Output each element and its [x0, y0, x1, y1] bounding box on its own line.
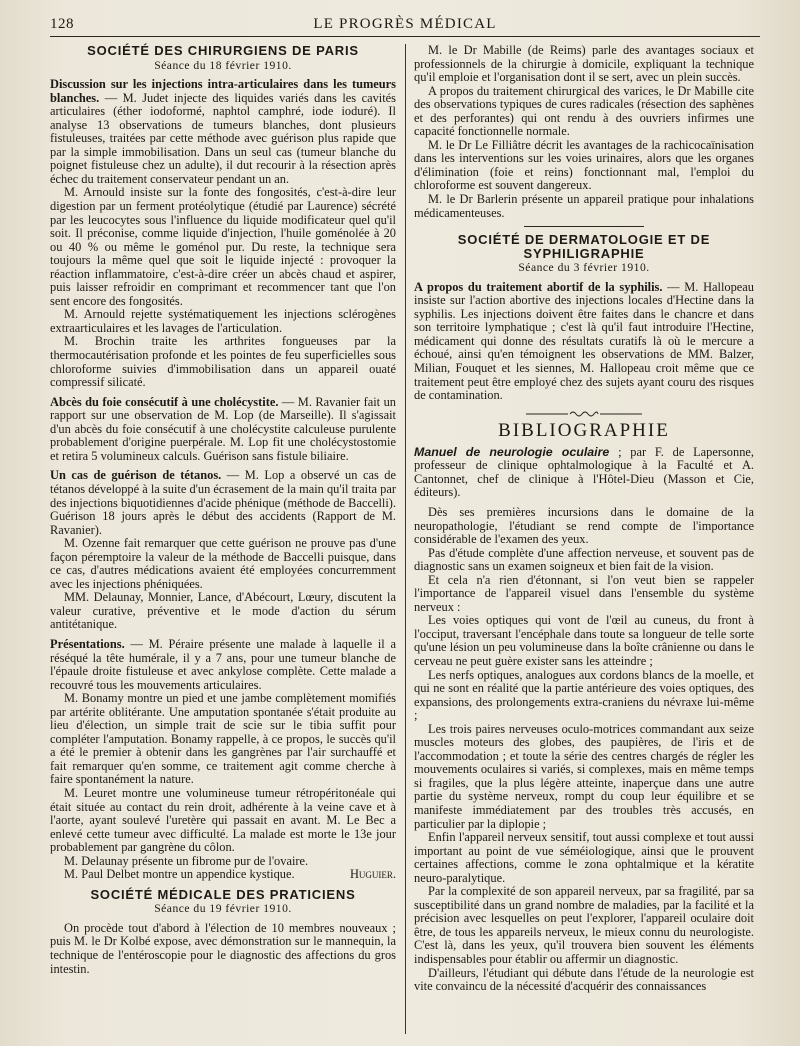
signature: Huguier. — [349, 867, 396, 882]
section-date-chirurgiens: Séance du 18 février 1910. — [154, 58, 292, 72]
paragraph — [50, 78, 396, 186]
paragraph: Les voies optiques qui vont de l'œil au cuneus, du front à l'occiput, traversant l'encéphale dans toute sa longueur de telle sorte qu'une lésion un peu volumineuse dans la boîte crânienne ou dans le cerveau ne peut guère exister sans les atteindre ; — [414, 613, 754, 668]
paragraph: D'ailleurs, l'étudiant qui débute dans l'étude de la neurologie est vite convaincu de la nécessité d'acquérir des connaissances — [414, 965, 754, 994]
page-number: 128 — [50, 16, 74, 32]
paragraph — [50, 868, 396, 882]
paragraph: Pas d'étude complète d'une affection nerveuse, et souvent pas de diagnostic sans un examen soigneux et bien fait de la vision. — [414, 545, 754, 574]
running-head — [50, 14, 760, 37]
journal-title: LE PROGRÈS MÉDICAL — [313, 16, 497, 32]
paragraph: MM. Delaunay, Monnier, Lance, d'Abécourt, Lœury, discutent la valeur curative, préventive et le mode d'action du sérum antitétanique. — [50, 590, 396, 632]
paragraph: M. le Dr Barlerin présente un appareil pratique pour inhalations médicamenteuses. — [414, 192, 754, 220]
column-divider — [405, 44, 406, 1034]
paragraph: M. Leuret montre une volumineuse tumeur rétropéritonéale qui était située au contact du rein droit, adhérente à la veine cave et à l'aorte, ayant soulevé l'uretère qui passait en avant. M. Le Bec a enlevé cette tumeur avec difficulté. La malade est morte le 13e jour probablement par gangrène du côlon. — [50, 785, 396, 855]
paragraph: M. Ozenne fait remarquer que cette guérison ne prouve pas d'une façon péremptoire la valeur de la méthode de Baccelli puisque, dans ce cas, d'autres médications avaient été employées concurremment avec les injections phéniquées. — [50, 536, 396, 591]
paragraph-body: M. Paul Delbet montre un appendice kystique. — [64, 867, 295, 882]
paragraph-body: — M. Péraire présente une malade à laquelle il a réséqué la tête humérale, il y a 7 ans, pour une tumeur blanche de l'épaule droite fistuleuse et avec ankylose complète. Cette malade a recouvré tous les mouvements articulaires. — [50, 636, 396, 692]
paragraph — [50, 469, 396, 537]
paragraph-body: — M. Hallopeau insiste sur l'action abortive des injections locales d'Hectine dans la syphilis. Les injections doivent être faites dans le chancre et dans son territoire lymphatique ; c'est là qu'il faut introduire l'Hectine, médicament qui donne des résultats curatifs là où le mercure a échoué, ainsi qu'en témoignent les observations de MM. Balzer, Milian, Fouquet et les siennes, M. Hallopeau croit même que ce traitement peut être employé chez des sujets ayant couru des risques de contamination. — [414, 279, 755, 403]
paragraph-body: — M. Ravanier fait un rapport sur une observation de M. Lop (de Marseille). Il s'agissait d'un abcès du foie consécutif à une cholécystite calculeuse purulente probablement d'origine puerpérale. M. Lop fit une cholécystostomie et retira 5 volumineux calculs. Guérison sans fistule biliaire. — [50, 394, 396, 463]
paragraph: A propos du traitement chirurgical des varices, le Dr Mabille cite des observations typiques de cures radicales (résection des saphènes et des perforantes) qui ont rendu à des ouvriers infirmes une capacité fonctionnelle normale. — [414, 83, 754, 139]
paragraph-lead: Discussion sur les injections intra-articulaires dans les tumeurs blanches. — [50, 77, 396, 105]
paragraph: M. le Dr Mabille (de Reims) parle des avantages sociaux et professionnels de la chirurgie à domicile, expliquant la technique qu'il emploie et l'organisation dont il se sert, avec un plein succès. — [414, 43, 754, 85]
paragraph-lead: A propos du traitement abortif de la syphilis. — [414, 279, 663, 294]
paragraph: M. Arnould insiste sur la fonte des fongosités, c'est-à-dire leur digestion par un ferment protéolytique (étudié par Laurence) sécrété par les leucocytes sous l'influence du liquide modificateur quel qu'il soit. Il préconise, comme liquide d'injection, l'huile goménolée à 20 ou 40 % ou même le goménol pur. Du reste, la technique sera toujours la même quel que soit le liquide injecté : provoquer la réaction inflammatoire, c'est-à-dire créer un abcès chaud et aspirer, puis laisser refroidir en comprimant et recommencer tant que l'on sent encore des fongosités. — [50, 185, 396, 308]
paragraph-lead: Abcès du foie consécutif à une cholécystite. — [50, 394, 279, 409]
paragraph: Par la complexité de son appareil nerveux, par sa fragilité, par sa susceptibilité dans un grand nombre de maladies, par la facilité et la précision avec lesquelles on peut l'explorer, l'appareil oculaire doit être, de tous les appareils nerveux, le mieux connu du neurologiste. C'est là, dans les yeux, qu'il trouvera bien souvent les éléments indispensables pour établir ou affermir un diagnostic. — [414, 884, 754, 966]
paragraph: Enfin l'appareil nerveux sensitif, tout aussi complexe et tout aussi important au point de vue séméiologique, ainsi que le prouvent certaines affections, comme le zona ophtalmique et la kératite neuro-paralytique. — [414, 830, 754, 885]
book-citation — [414, 446, 754, 500]
bibliography-title: BIBLIOGRAPHIE — [498, 420, 670, 442]
right-column — [414, 44, 754, 994]
section-date-dermatologie: Séance du 3 février 1910. — [518, 261, 650, 275]
paragraph: On procède tout d'abord à l'élection de 10 membres nouveaux ; puis M. le Dr Kolbé expose, avec démonstration sur le mannequin, la technique de l'entéroscopie pour le diagnostic des affections du gros intestin. — [50, 920, 396, 976]
paragraph: M. le Dr Le Filliâtre décrit les avantages de la rachicocaïnisation dans les interventions sur les voies urinaires, alors que les organes d'élimination (foie et reins) fonctionnant mal, l'emploi du chloroforme est souvent dangereux. — [414, 137, 754, 193]
section-date-praticiens: Séance du 19 février 1910. — [154, 902, 292, 916]
book-details: ; par F. de Lapersonne, professeur de clinique ophtalmologique à la Faculté et A. Cantonnet, chef de clinique à l'Hôtel-Dieu (Masson et Cie, éditeurs). — [414, 444, 754, 500]
section-title-dermatologie: SOCIÉTÉ DE DERMATOLOGIE ET DE SYPHILIGRAPHIE — [457, 232, 711, 261]
paragraph — [50, 638, 396, 692]
section-title-chirurgiens: SOCIÉTÉ DES CHIRURGIENS DE PARIS — [87, 43, 359, 58]
paragraph: M. Delaunay présente un fibrome pur de l'ovaire. — [64, 853, 309, 868]
flourish-icon — [524, 409, 644, 419]
section-title-praticiens: SOCIÉTÉ MÉDICALE DES PRATICIENS — [90, 886, 356, 902]
paragraph-lead: Présentations. — [50, 636, 125, 651]
paragraph: M. Bonamy montre un pied et une jambe complètement momifiés par artérite oblitérante. Une amputation spontanée s'était produite au lieu d'élection, un simple trait de scie sur le tibia suffit pour compléter l'amputation. Bonamy rappelle, à ce propos, le succès qu'il a été le premier à obtenir dans les gangrènes par l'air surchauffé et fait remarquer qu'en somme, ce traitement agit comme cherche à faire spontanément la nature. — [50, 691, 396, 787]
paragraph: Les nerfs optiques, analogues aux cordons blancs de la moelle, et qui ne sont en réalité que la partie antérieure des voies optiques, des expansions, des prolongements extra-craniens du névraxe lui-même ; — [414, 667, 754, 723]
paragraph: M. Brochin traite les arthrites fongueuses par la thermocautérisation profonde et les pointes de feu superficielles sous chloroforme suivies d'immobilisation dans un appareil ouaté compressif silicaté. — [50, 334, 396, 390]
paragraph — [414, 281, 754, 403]
paragraph: Et cela n'a rien d'étonnant, si l'on veut bien se rappeler l'importance de l'appareil visuel dans l'ensemble du système nerveux : — [414, 572, 754, 614]
paragraph: Dès ses premières incursions dans le domaine de la neuropathologie, l'étudiant se rend compte de l'importance considérable de l'examen des yeux. — [414, 504, 754, 547]
left-column — [50, 44, 396, 976]
paragraph-body: — M. Judet injecte des liquides variés dans les cavités articulaires (éther iodoformé, naphtol camphré, iode ioduré). Il analyse 13 observations de tumeurs blanches, dont plusieurs fistuleuses, traitées par cette méthode avec guérison plus rapide que par la simple immobilisation. Dans un seul cas (tumeur blanche du poignet fistuleuse chez un adulte), il dut recourir à la résection après échec du traitement conservateur pendant un an. — [50, 90, 396, 186]
paragraph-lead: Un cas de guérison de tétanos. — [50, 468, 222, 483]
paragraph: Les trois paires nerveuses oculo-motrices commandant aux seize muscles moteurs des globes, des paupières, de l'iris et de l'accommodation ; et toute la série des centres chargés de régler les mouvements oculaires si variés, si complexes, mais en même temps si fragiles, que la plus légère atteinte, inaperçue dans une autre partie du système nerveux, rompt du coup leur équilibre et se manifeste immédiatement par des troubles très accusés, en particulier par la diplopie ; — [414, 721, 754, 831]
paragraph-body: — M. Lop a observé un cas de tétanos développé à la suite d'un écrasement de la main qu'il traita par des injections biquotidiennes d'acide phénique (méthode de Baccelli). Guérison 18 jours après le début des accidents (Rapport de M. Ravanier). — [50, 468, 397, 537]
book-title: Manuel de neurologie oculaire — [414, 444, 610, 459]
paragraph — [50, 396, 396, 464]
section-separator — [524, 226, 644, 227]
paragraph: M. Arnould rejette systématiquement les injections sclérogènes extraarticulaires et les lavages de l'articulation. — [50, 307, 396, 335]
